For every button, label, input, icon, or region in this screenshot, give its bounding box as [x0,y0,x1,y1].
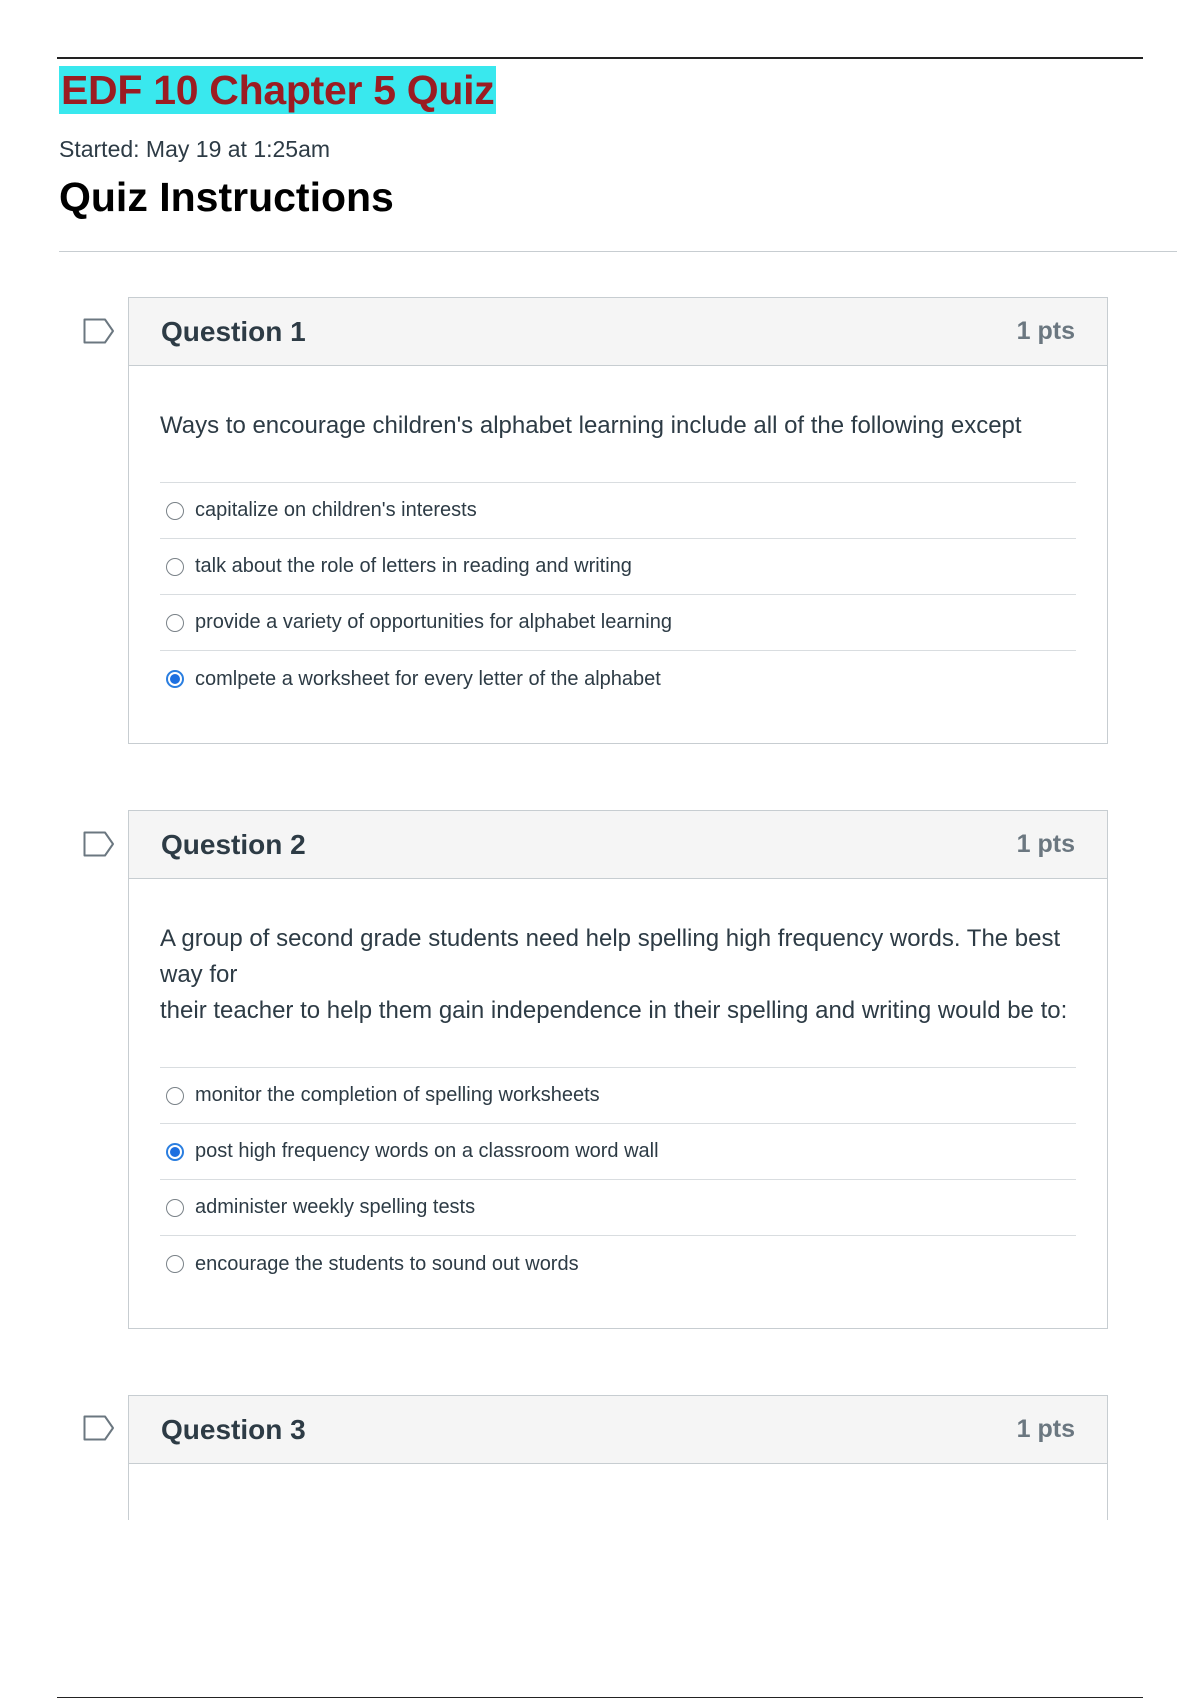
question-header [129,1396,1107,1464]
question-card-1 [128,297,1108,744]
radio-button-icon[interactable] [166,1255,184,1273]
question-header [129,298,1107,366]
answer-option[interactable] [160,1180,1076,1236]
answer-list [160,482,1076,707]
radio-button-checked-icon[interactable] [166,670,184,688]
radio-button-icon[interactable] [166,1087,184,1105]
answer-option[interactable] [160,483,1076,539]
answer-label: capitalize on children's interests [195,499,477,521]
question-points: 1 pts [1016,317,1075,345]
page-cutoff-mask [120,1520,1116,1580]
question-name: Question 1 [161,315,306,347]
question-header [129,811,1107,879]
quiz-instructions-heading: Quiz Instructions [59,174,394,220]
radio-button-icon[interactable] [166,614,184,632]
radio-button-checked-icon[interactable] [166,1143,184,1161]
radio-button-icon[interactable] [166,558,184,576]
answer-option[interactable] [160,1068,1076,1124]
answer-option-selected[interactable] [160,651,1076,707]
radio-button-icon[interactable] [166,502,184,520]
question-text: Ways to encourage children's alphabet learning include all of the following except [160,412,1022,439]
started-timestamp: Started: May 19 at 1:25am [59,136,331,162]
question-points: 1 pts [1016,1415,1075,1443]
answer-option[interactable] [160,1236,1076,1292]
answer-option-selected[interactable] [160,1124,1076,1180]
quiz-title: EDF 10 Chapter 5 Quiz [61,67,495,113]
question-name: Question 3 [161,1413,306,1445]
answer-label: post high frequency words on a classroom word wall [195,1140,659,1162]
question-name: Question 2 [161,828,306,860]
flag-question-2-icon[interactable] [83,831,115,857]
question-points: 1 pts [1016,830,1075,858]
answer-list [160,1067,1076,1292]
radio-button-icon[interactable] [166,1199,184,1217]
answer-option[interactable] [160,539,1076,595]
answer-option[interactable] [160,595,1076,651]
header-divider [59,251,1177,252]
answer-label: talk about the role of letters in reading and writing [195,555,632,577]
top-rule [57,57,1143,59]
answer-label: comlpete a worksheet for every letter of the alphabet [195,667,661,690]
answer-label: encourage the students to sound out words [195,1252,579,1275]
flag-question-1-icon[interactable] [83,318,115,344]
bottom-rule [57,1697,1143,1698]
flag-question-3-icon[interactable] [83,1415,115,1441]
answer-label: administer weekly spelling tests [195,1196,476,1218]
question-card-2 [128,810,1108,1329]
answer-label: provide a variety of opportunities for alphabet learning [195,611,672,633]
question-text: A group of second grade students need help spelling high frequency words. The best way for their teacher to help them gain independence in their spelling and writing would be to: [160,925,1068,1024]
answer-label: monitor the completion of spelling worksheets [195,1084,600,1106]
